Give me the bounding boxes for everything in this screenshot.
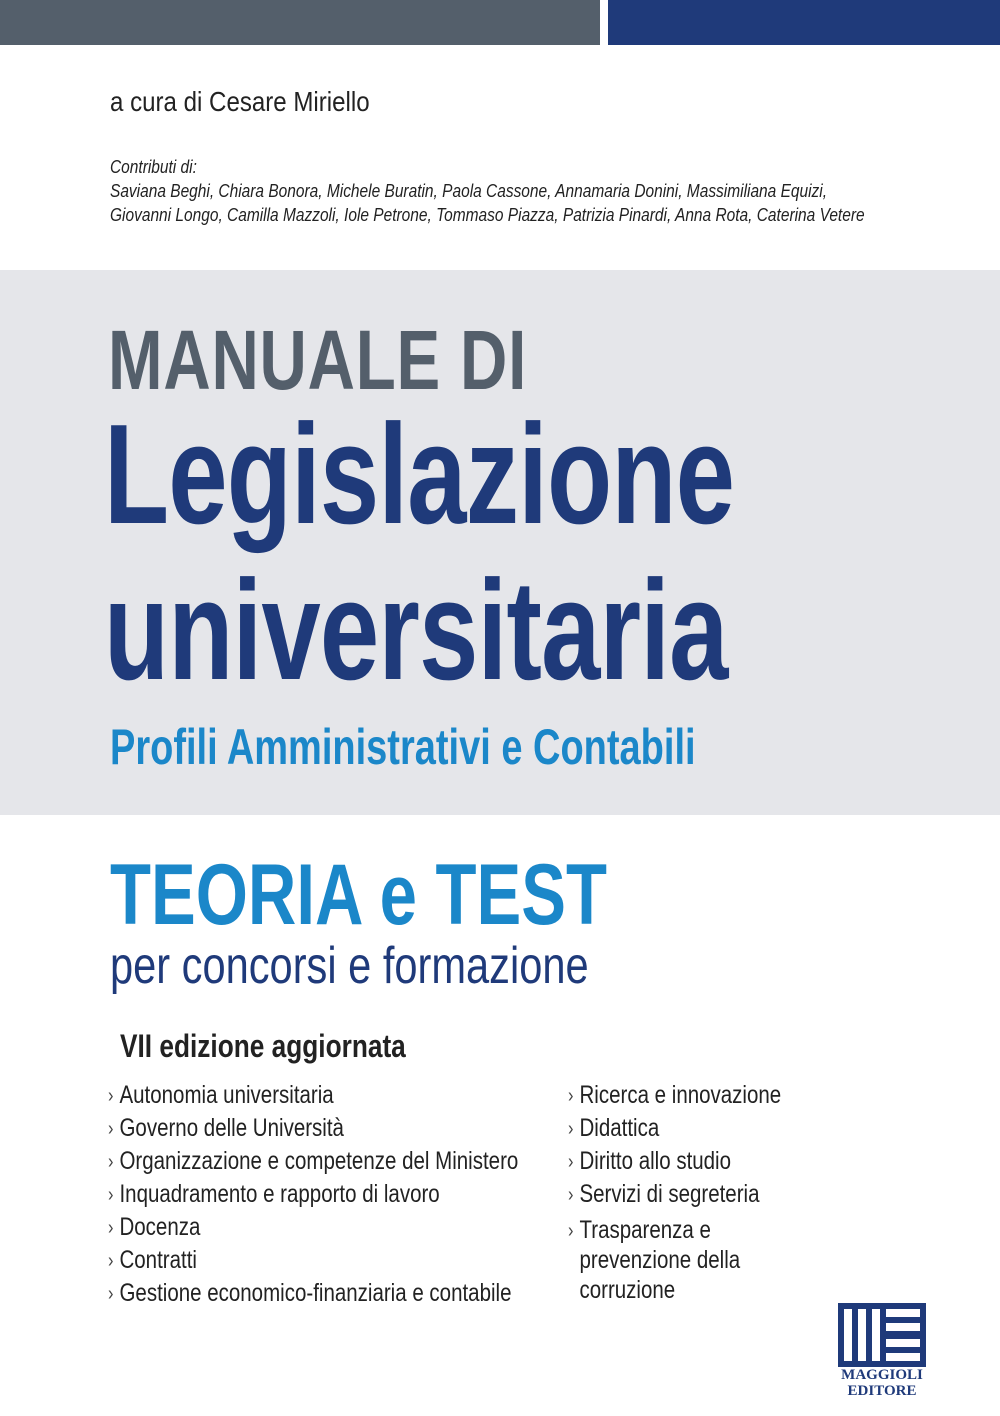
chevron-right-icon: › bbox=[108, 1151, 114, 1173]
topic-item: › Contratti bbox=[108, 1246, 197, 1274]
chevron-right-icon: › bbox=[568, 1151, 574, 1173]
title-legislazione: Legislazione bbox=[104, 395, 735, 554]
topic-item: › Autonomia universitaria bbox=[108, 1081, 334, 1109]
maggioli-logo-icon bbox=[838, 1303, 926, 1367]
subtitle-profili: Profili Amministrativi e Contabili bbox=[110, 719, 696, 775]
chevron-right-icon: › bbox=[108, 1118, 114, 1140]
series-subtitle: per concorsi e formazione bbox=[110, 937, 589, 995]
chevron-right-icon: › bbox=[568, 1220, 574, 1242]
edition-label: VII edizione aggiornata bbox=[120, 1028, 406, 1064]
chevron-right-icon: › bbox=[108, 1184, 114, 1206]
topic-item: › Inquadramento e rapporto di lavoro bbox=[108, 1180, 440, 1208]
publisher-name-line-1: MAGGIOLI bbox=[841, 1367, 923, 1383]
contributors-label: Contributi di: bbox=[110, 157, 197, 177]
topic-item: › Gestione economico-finanziaria e contabile bbox=[108, 1279, 512, 1307]
topic-item: › Organizzazione e competenze del Ministero bbox=[108, 1147, 519, 1175]
chevron-right-icon: › bbox=[108, 1217, 114, 1239]
publisher-name-line-2: EDITORE bbox=[847, 1383, 917, 1399]
curator-line: a cura di Cesare Miriello bbox=[110, 86, 370, 117]
topic-item: › Diritto allo studio bbox=[568, 1147, 732, 1175]
topic-item: › Docenza bbox=[108, 1213, 201, 1241]
chevron-right-icon: › bbox=[568, 1118, 574, 1140]
topics-list-left bbox=[108, 1083, 518, 1314]
topic-item: › Servizi di segreteria bbox=[568, 1180, 760, 1208]
topic-item: › Ricerca e innovazione bbox=[568, 1081, 782, 1109]
title-universitaria: universitaria bbox=[104, 551, 728, 710]
chevron-right-icon: › bbox=[108, 1085, 114, 1107]
topic-item: › Didattica bbox=[568, 1114, 660, 1142]
contributors-line-1: Saviana Beghi, Chiara Bonora, Michele Buratin, Paola Cassone, Annamaria Donini, Massimiliana Equizi, bbox=[110, 181, 828, 201]
publisher-logo bbox=[838, 1303, 926, 1399]
contributors-block bbox=[110, 155, 865, 227]
top-bar-blue bbox=[608, 0, 1000, 45]
topic-item: › Governo delle Università bbox=[108, 1114, 344, 1142]
top-bar-gray bbox=[0, 0, 600, 45]
chevron-right-icon: › bbox=[568, 1184, 574, 1206]
topic-item: › Trasparenza e prevenzione della corruzione bbox=[568, 1216, 741, 1304]
chevron-right-icon: › bbox=[568, 1085, 574, 1107]
chevron-right-icon: › bbox=[108, 1250, 114, 1272]
series-title: TEORIA e TEST bbox=[110, 847, 607, 943]
title-manuale: MANUALE DI bbox=[108, 313, 528, 407]
contributors-line-2: Giovanni Longo, Camilla Mazzoli, Iole Petrone, Tommaso Piazza, Patrizia Pinardi, Anna Rota, Caterina Vetere bbox=[110, 205, 865, 225]
chevron-right-icon: › bbox=[108, 1283, 114, 1305]
topics-list-right bbox=[568, 1083, 825, 1305]
